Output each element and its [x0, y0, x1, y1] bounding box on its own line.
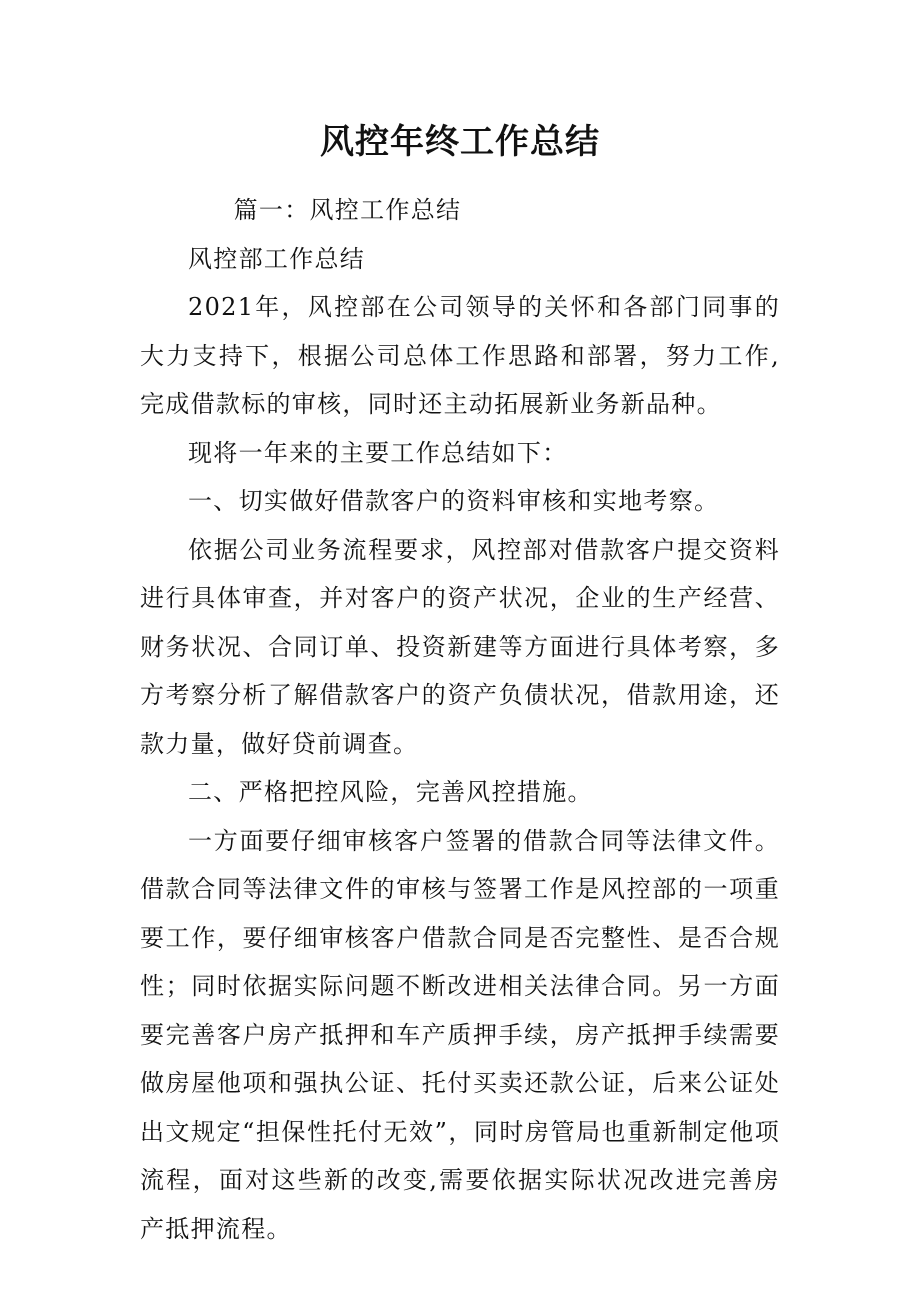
- document-title: 风控年终工作总结: [320, 122, 600, 162]
- section-heading: 篇一：风控工作总结: [233, 196, 462, 224]
- paragraph: 依据公司业务流程要求，风控部对借款客户提交资料进行具体审查，并对客户的资产状况，企业的生产经营、财务状况、合同订单、投资新建等方面进行具体考察，多方考察分析了解借款客户的资产负债状况，借款用途，还款力量，做好贷前调查。: [140, 535, 780, 758]
- paragraph: 现将一年来的主要工作总结如下：: [188, 438, 568, 467]
- paragraph: 一方面要仔细审核客户签署的借款合同等法律文件。借款合同等法律文件的审核与签署工作是风控部的一项重要工作，要仔细审核客户借款合同是否完整性、是否合规性；同时依据实际问题不断改进相关法律合同。另一方面要完善客户房产抵押和车产质押手续，房产抵押手续需要做房屋他项和强执公证、托付买卖还款公证，后来公证处出文规定“担保性托付无效”，同时房管局也重新制定他项流程，面对这些新的改变,需要依据实际状况改进完善房产抵押流程。: [140, 826, 780, 1243]
- paragraph: 一、切实做好借款客户的资料审核和实地考察。: [188, 487, 720, 515]
- paragraph: 二、严格把控风险，完善风控措施。: [188, 778, 593, 806]
- paragraph: 风控部工作总结: [188, 244, 366, 273]
- document-body: [140, 186, 780, 1253]
- paragraph: 2021年，风控部在公司领导的关怀和各部门同事的大力支持下，根据公司总体工作思路和部署，努力工作,完成借款标的审核，同时还主动拓展新业务新品种。: [140, 293, 780, 418]
